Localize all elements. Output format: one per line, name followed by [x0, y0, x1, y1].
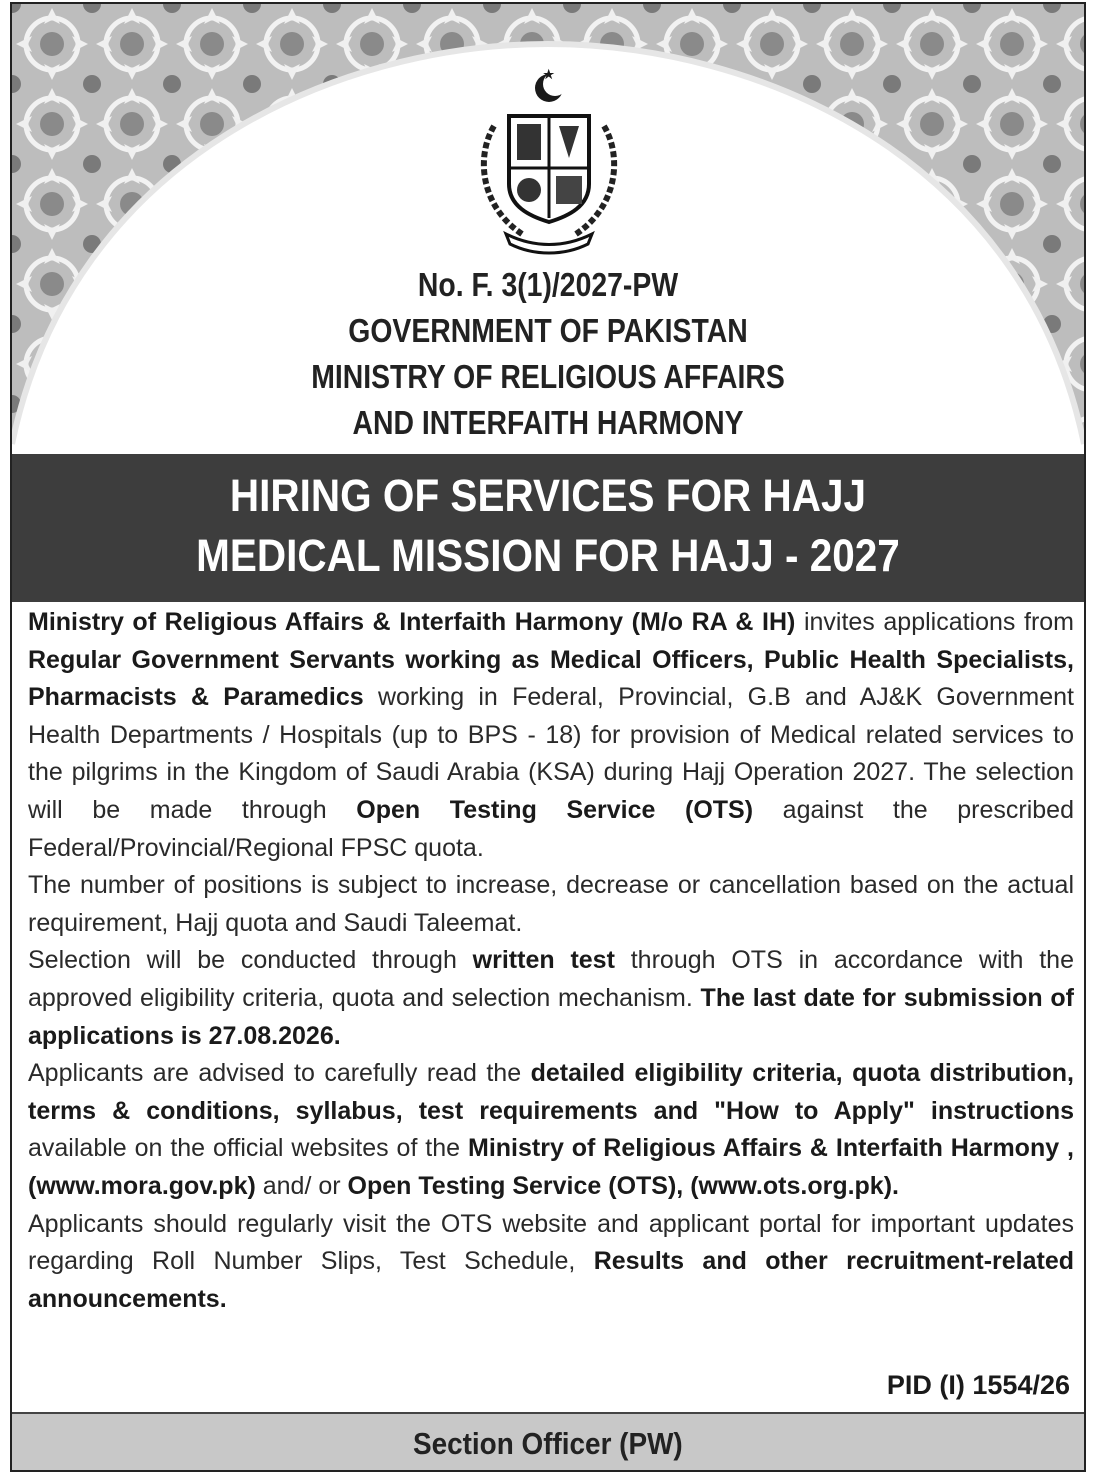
mora-website: Ministry of Religious Affairs & Interfaith Harmony , (www.mora.gov.pk) — [28, 1134, 1074, 1200]
title-banner — [12, 454, 1084, 602]
ministry-line-1: MINISTRY OF RELIGIOUS AFFAIRS — [311, 358, 785, 395]
paragraph-instructions — [28, 1055, 1074, 1205]
announcements-note: Results and other recruitment-related announcements. — [28, 1247, 1075, 1313]
text-segment: Applicants are advised to carefully read the — [28, 1059, 531, 1088]
text-segment: Selection will be conducted through — [28, 946, 473, 975]
government-title: GOVERNMENT OF PAKISTAN — [348, 312, 748, 349]
text-segment: and/ or — [255, 1171, 348, 1200]
ministry-name: Ministry of Religious Affairs & Interfaith Harmony (M/o RA & IH) — [28, 608, 796, 636]
file-number: No. F. 3(1)/2027-PW — [417, 266, 679, 303]
banner-line-1: HIRING OF SERVICES FOR HAJJ — [229, 470, 867, 521]
text-segment: through OTS in accordance with the approved eligibility criteria, quota and selection mechanism. — [28, 946, 1074, 1012]
testing-service-name: Open Testing Service (OTS) — [356, 795, 754, 824]
section-officer-label: Section Officer (PW) — [413, 1426, 683, 1461]
banner-line-2: MEDICAL MISSION FOR HAJJ - 2027 — [196, 530, 900, 581]
text-segment: invites applications from — [795, 608, 1075, 636]
written-test: written test — [472, 946, 615, 975]
text-segment: against the prescribed Federal/Provincial/Regional FPSC quota. — [28, 795, 1074, 862]
paragraph-selection — [28, 942, 1074, 1055]
paragraph-updates — [28, 1206, 1074, 1319]
paragraph-positions: The number of positions is subject to increase, decrease or cancellation based on the actual requirement, Hajj quota and Saudi Taleemat. — [28, 871, 1074, 937]
instruction-items: detailed eligibility criteria, quota distribution, terms & conditions, syllabus, test requirements and "How to Apply" instructions — [28, 1059, 1074, 1125]
text-segment: Applicants should regularly visit the OTS website and applicant portal for important updates regarding Roll Number Slips, Test Schedule, — [28, 1209, 1074, 1276]
advertisement-body — [28, 604, 1074, 1318]
eligible-categories: Regular Government Servants working as Medical Officers, Public Health Specialists, Pharmacists & Paramedics — [28, 645, 1074, 712]
last-date-notice: The last date for submission of applications is 27.08.2026. — [28, 983, 1074, 1050]
pid-number: PID (I) 1554/26 — [886, 1370, 1070, 1400]
ministry-line-2: AND INTERFAITH HARMONY — [352, 404, 744, 441]
advertisement — [10, 2, 1086, 1472]
text-segment: working in Federal, Provincial, G.B and AJ&K Government Health Departments / Hospitals (up to BPS - 18) for provision of Medical related services to the pilgrims in the Kingdom of Saudi Arabia (KSA) during Hajj Operation 2027. The selection will be made through — [28, 683, 1074, 824]
text-segment: available on the official websites of the — [28, 1134, 468, 1163]
paragraph-invitation — [28, 604, 1074, 867]
ots-website: Open Testing Service (OTS), (www.ots.org.pk). — [347, 1171, 899, 1200]
header-block — [12, 262, 1084, 446]
state-emblem-of-pakistan-icon — [464, 66, 634, 256]
footer-signatory — [12, 1412, 1084, 1472]
